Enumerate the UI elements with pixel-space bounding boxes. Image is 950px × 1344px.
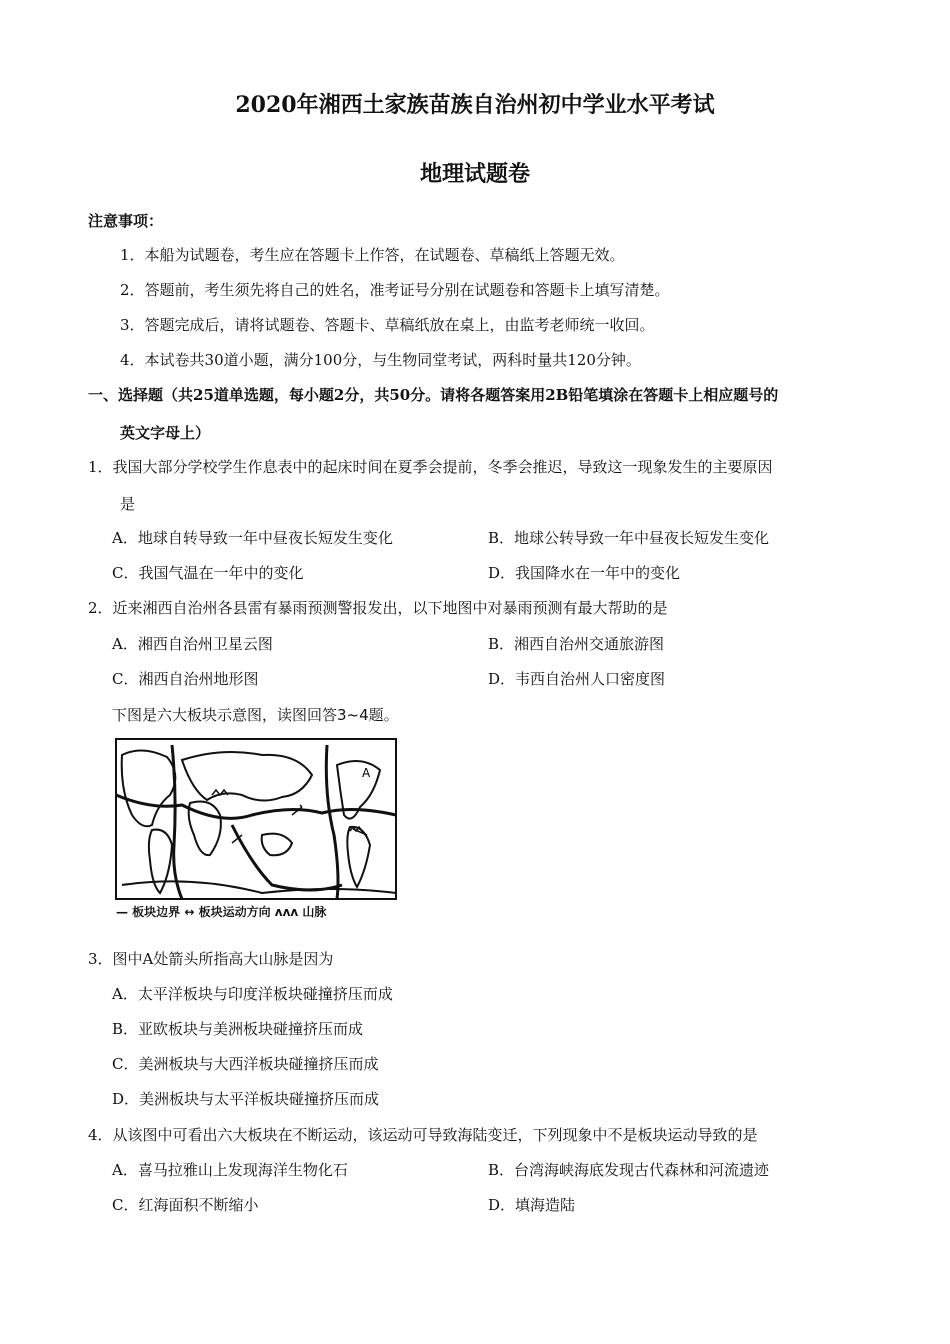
- exam-title: 2020年湘西土家族苗族自治州初中学业水平考试: [235, 92, 715, 118]
- notice-heading: 注意事项：: [88, 212, 164, 230]
- option-c: C．美洲板块与大西洋板块碰撞挤压而成: [112, 1055, 379, 1073]
- notice-item: 3．答题完成后，请将试题卷、答题卡、草稿纸放在桌上，由监考老师统一收回。: [120, 316, 655, 334]
- option-d: D．美洲板块与太平洋板块碰撞挤压而成: [112, 1090, 380, 1108]
- question-stem: 1．我国大部分学校学生作息表中的起床时间在夏季会提前，冬季会推迟，导致这一现象发生的主要原因: [88, 458, 773, 476]
- option-d: D．我国降水在一年中的变化: [488, 564, 681, 582]
- question-stem: 3．图中A处箭头所指高大山脉是因为: [88, 950, 334, 968]
- section-heading: 一、选择题（共25道单选题，每小题2分，共50分。请将各题答案用2B铅笔填涂在答题卡上相应题号的: [88, 386, 779, 404]
- question-stem-cont: 是: [120, 495, 136, 513]
- option-c: C．湘西自治州地形图: [112, 670, 259, 688]
- question-stem: 4．从该图中可看出六大板块在不断运动，该运动可导致海陆变迁，下列现象中不是板块运动导致的是: [88, 1126, 758, 1144]
- option-b: B．亚欧板块与美洲板块碰撞挤压而成: [112, 1020, 364, 1038]
- option-d: D．韦西自治州人口密度图: [488, 670, 666, 688]
- question-stem: 2．近来湘西自治州各县雷有暴雨预测警报发出，以下地图中对暴雨预测有最大帮助的是: [88, 599, 668, 617]
- exam-subtitle: 地理试题卷: [419, 161, 530, 187]
- plate-map-figure: [112, 735, 402, 925]
- plate-map-illustration: [112, 735, 402, 925]
- option-b: B．地球公转导致一年中昼夜长短发生变化: [488, 529, 770, 547]
- option-c: C．红海面积不断缩小: [112, 1196, 259, 1214]
- map-legend: — 板块边界 ↔ 板块运动方向 ʌʌʌ 山脉: [116, 905, 327, 919]
- option-a: A．湘西自治州卫星云图: [112, 635, 273, 653]
- option-b: B．湘西自治州交通旅游图: [488, 635, 665, 653]
- notice-item: 4．本试卷共30道小题，满分100分，与生物同堂考试，两科时量共120分钟。: [120, 351, 641, 369]
- option-a: A．地球自转导致一年中昼夜长短发生变化: [112, 529, 393, 547]
- option-b: B．台湾海峡海底发现古代森林和河流遗迹: [488, 1161, 770, 1179]
- option-d: D．填海造陆: [488, 1196, 576, 1214]
- option-c: C．我国气温在一年中的变化: [112, 564, 304, 582]
- notice-item: 1．本船为试题卷，考生应在答题卡上作答，在试题卷、草稿纸上答题无效。: [120, 246, 625, 264]
- marker-a: A: [362, 766, 371, 780]
- section-heading-cont: 英文字母上）: [120, 424, 211, 442]
- option-a: A．喜马拉雅山上发现海洋生物化石: [112, 1161, 348, 1179]
- figure-intro: 下图是六大板块示意图，读图回答3~4题。: [112, 706, 399, 724]
- notice-item: 2．答题前，考生须先将自己的姓名，准考证号分别在试题卷和答题卡上填写清楚。: [120, 281, 670, 299]
- option-a: A．太平洋板块与印度洋板块碰撞挤压而成: [112, 985, 393, 1003]
